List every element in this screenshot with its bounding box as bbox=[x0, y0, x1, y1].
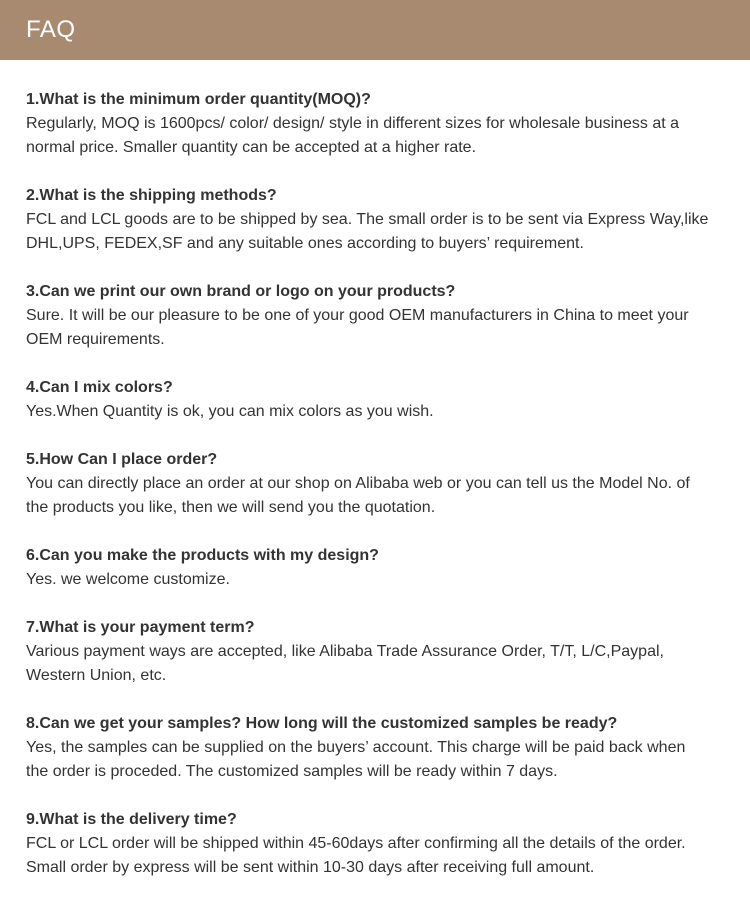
faq-item bbox=[26, 448, 724, 520]
faq-item bbox=[26, 808, 724, 880]
faq-answer: FCL or LCL order will be shipped within 45-60days after confirming all the details of the order. Small order by express will be sent within 10-30 days after receiving full amount. bbox=[26, 835, 686, 876]
faq-item bbox=[26, 184, 724, 256]
faq-item bbox=[26, 544, 724, 592]
faq-answer: FCL and LCL goods are to be shipped by sea. The small order is to be sent via Express Way,like DHL,UPS, FEDEX,SF and any suitable ones according to buyers’ requirement. bbox=[26, 211, 709, 252]
faq-answer: Yes. we welcome customize. bbox=[26, 571, 230, 588]
faq-item bbox=[26, 376, 724, 424]
faq-answer: Various payment ways are accepted, like Alibaba Trade Assurance Order, T/T, L/C,Paypal, Western Union, etc. bbox=[26, 643, 664, 684]
faq-question: 2.What is the shipping methods? bbox=[26, 187, 277, 204]
faq-list bbox=[0, 60, 750, 880]
faq-question: 1.What is the minimum order quantity(MOQ)? bbox=[26, 91, 371, 108]
faq-answer: Sure. It will be our pleasure to be one of your good OEM manufacturers in China to meet your OEM requirements. bbox=[26, 307, 689, 348]
faq-item bbox=[26, 712, 724, 784]
faq-header bbox=[0, 0, 750, 60]
page-title: FAQ bbox=[26, 16, 76, 43]
faq-answer: You can directly place an order at our shop on Alibaba web or you can tell us the Model No. of the products you like, then we will send you the quotation. bbox=[26, 475, 690, 516]
faq-question: 8.Can we get your samples? How long will the customized samples be ready? bbox=[26, 715, 618, 732]
faq-answer: Yes.When Quantity is ok, you can mix colors as you wish. bbox=[26, 403, 434, 420]
faq-question: 3.Can we print our own brand or logo on your products? bbox=[26, 283, 456, 300]
faq-question: 7.What is your payment term? bbox=[26, 619, 255, 636]
faq-answer: Yes, the samples can be supplied on the buyers’ account. This charge will be paid back when the order is proceded. The customized samples will be ready within 7 days. bbox=[26, 739, 686, 780]
faq-item bbox=[26, 280, 724, 352]
faq-item bbox=[26, 616, 724, 688]
faq-item bbox=[26, 88, 724, 160]
faq-question: 6.Can you make the products with my design? bbox=[26, 547, 379, 564]
faq-question: 9.What is the delivery time? bbox=[26, 811, 237, 828]
faq-question: 4.Can I mix colors? bbox=[26, 379, 173, 396]
faq-question: 5.How Can I place order? bbox=[26, 451, 218, 468]
faq-answer: Regularly, MOQ is 1600pcs/ color/ design/ style in different sizes for wholesale business at a normal price. Smaller quantity can be accepted at a higher rate. bbox=[26, 115, 680, 156]
